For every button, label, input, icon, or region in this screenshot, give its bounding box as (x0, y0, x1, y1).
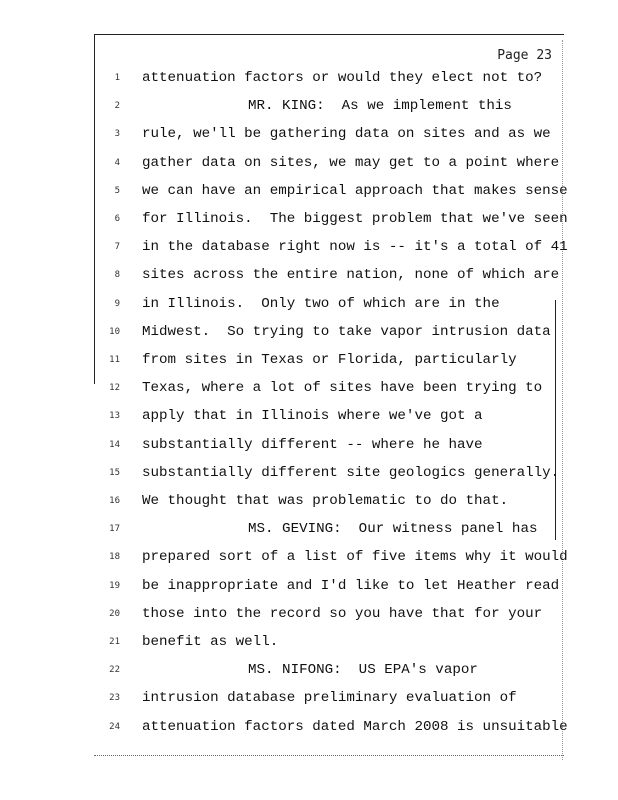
line-text: apply that in Illinois where we've got a (142, 408, 483, 425)
transcript-line (98, 688, 568, 708)
line-text: benefit as well. (142, 634, 279, 650)
line-text: for Illinois. The biggest problem that we've seen (142, 211, 568, 227)
line-number: 9 (114, 298, 120, 309)
line-number: 16 (109, 496, 120, 506)
line-text: sites across the entire nation, none of which are (142, 267, 560, 284)
line-number: 19 (109, 580, 120, 591)
transcript-line (98, 124, 568, 144)
transcript-line (98, 209, 568, 229)
line-number: 7 (114, 242, 120, 253)
line-text: Midwest. So trying to take vapor intrusion data (142, 323, 551, 340)
line-text: gather data on sites, we may get to a point where (142, 154, 560, 171)
line-text: We thought that was problematic to do that. (142, 493, 509, 509)
speaker-line-text: MR. KING: As we implement this (248, 98, 512, 115)
line-text: attenuation factors or would they elect not to? (142, 70, 543, 86)
transcript-line (98, 576, 568, 596)
line-number: 17 (109, 524, 120, 535)
line-text: prepared sort of a list of five items why it would (142, 549, 568, 566)
line-number: 5 (114, 185, 120, 196)
line-text: from sites in Texas or Florida, particularly (142, 352, 517, 368)
speaker-line-text: MS. NIFONG: US EPA's vapor (248, 662, 478, 679)
line-number: 21 (109, 637, 120, 647)
line-number: 14 (109, 439, 120, 450)
line-text: substantially different site geologics generally. (142, 464, 560, 481)
transcript-line (98, 435, 568, 455)
transcript-line (98, 68, 568, 88)
speaker-line-text: MS. GEVING: Our witness panel has (248, 521, 538, 538)
page-border-left (94, 34, 95, 384)
page-number: Page 23 (497, 48, 552, 63)
transcript-line (98, 322, 568, 342)
line-number: 22 (109, 665, 120, 676)
line-number: 20 (109, 608, 120, 619)
line-number: 23 (109, 693, 120, 704)
transcript-line (98, 96, 568, 116)
line-number: 11 (109, 355, 120, 365)
transcript-line (98, 547, 568, 567)
line-text: those into the record so you have that for your (142, 605, 543, 622)
line-text: attenuation factors dated March 2008 is unsuitable (142, 718, 568, 735)
transcript-line (98, 237, 568, 257)
line-number: 1 (114, 73, 120, 83)
transcript-line (98, 406, 568, 426)
transcript-line (98, 153, 568, 173)
transcript-line (98, 294, 568, 314)
line-number: 24 (109, 721, 120, 732)
line-text: be inappropriate and I'd like to let Heather read (142, 577, 560, 594)
line-text: intrusion database preliminary evaluation of (142, 690, 517, 707)
line-number: 6 (114, 214, 120, 224)
line-number: 4 (114, 157, 120, 168)
transcript-line (98, 463, 568, 483)
transcript-line (98, 660, 568, 680)
line-text: substantially different -- where he have (142, 436, 483, 453)
transcript-line (98, 378, 568, 398)
line-text: in the database right now is -- it's a total of 41 (142, 239, 568, 256)
transcript-line (98, 519, 568, 539)
transcript-line (98, 181, 568, 201)
line-text: rule, we'll be gathering data on sites and as we (142, 126, 551, 143)
line-number: 2 (114, 101, 120, 112)
transcript-line (98, 604, 568, 624)
line-number: 18 (109, 552, 120, 563)
line-number: 3 (114, 129, 120, 140)
line-number: 15 (109, 467, 120, 478)
page-edge-dotted (562, 40, 564, 760)
transcript-line (98, 632, 568, 652)
line-text: we can have an empirical approach that makes sense (142, 182, 568, 199)
line-number: 10 (109, 326, 120, 337)
page-border-bottom (94, 755, 564, 757)
transcript-line (98, 491, 568, 511)
line-number: 8 (114, 270, 120, 281)
page-border-top (94, 34, 564, 35)
transcript-line (98, 350, 568, 370)
line-text: Texas, where a lot of sites have been trying to (142, 380, 543, 397)
line-text: in Illinois. Only two of which are in the (142, 295, 500, 312)
transcript-line (98, 717, 568, 737)
transcript-line (98, 265, 568, 285)
line-number: 12 (109, 383, 120, 394)
line-number: 13 (109, 411, 120, 422)
